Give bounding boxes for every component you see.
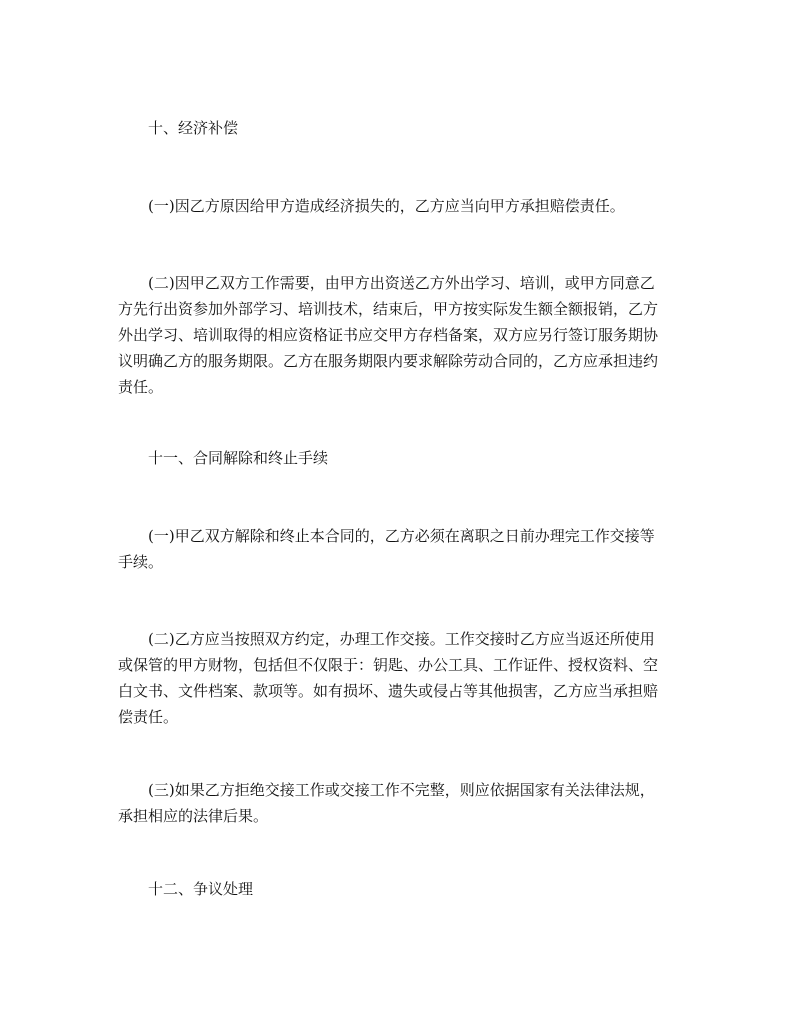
- paragraph-termination-1: (一)甲乙双方解除和终止本合同的，乙方必须在离职之日前办理完工作交接等手续。: [118, 527, 655, 571]
- section-heading-economic-compensation: 十、经济补偿: [148, 119, 239, 137]
- section-heading-termination-procedures: 十一、合同解除和终止手续: [148, 449, 329, 467]
- paragraph-termination-3: (三)如果乙方拒绝交接工作或交接工作不完整，则应依据国家有关法律法规，承担相应的法律后果。: [118, 781, 655, 825]
- paragraph-compensation-2: (二)因甲乙双方工作需要，由甲方出资送乙方外出学习、培训，或甲方同意乙方先行出资参加外部学习、培训技术，结束后，甲方按实际发生额全额报销，乙方外出学习、培训取得的相应资格证书应交甲方存档备案，双方应另行签订服务期协议明确乙方的服务期限。乙方在服务期限内要求解除劳动合同的，乙方应承担违约责任。: [118, 274, 659, 396]
- section-heading-dispute-resolution: 十二、争议处理: [148, 880, 254, 898]
- paragraph-compensation-1: (一)因乙方原因给甲方造成经济损失的，乙方应当向甲方承担赔偿责任。: [148, 197, 625, 215]
- paragraph-termination-2: (二)乙方应当按照双方约定，办理工作交接。工作交接时乙方应当返还所使用或保管的甲方财物，包括但不仅限于：钥匙、办公工具、工作证件、授权资料、空白文书、文件档案、款项等。如有损坏、遗失或侵占等其他损害，乙方应当承担赔偿责任。: [118, 630, 659, 726]
